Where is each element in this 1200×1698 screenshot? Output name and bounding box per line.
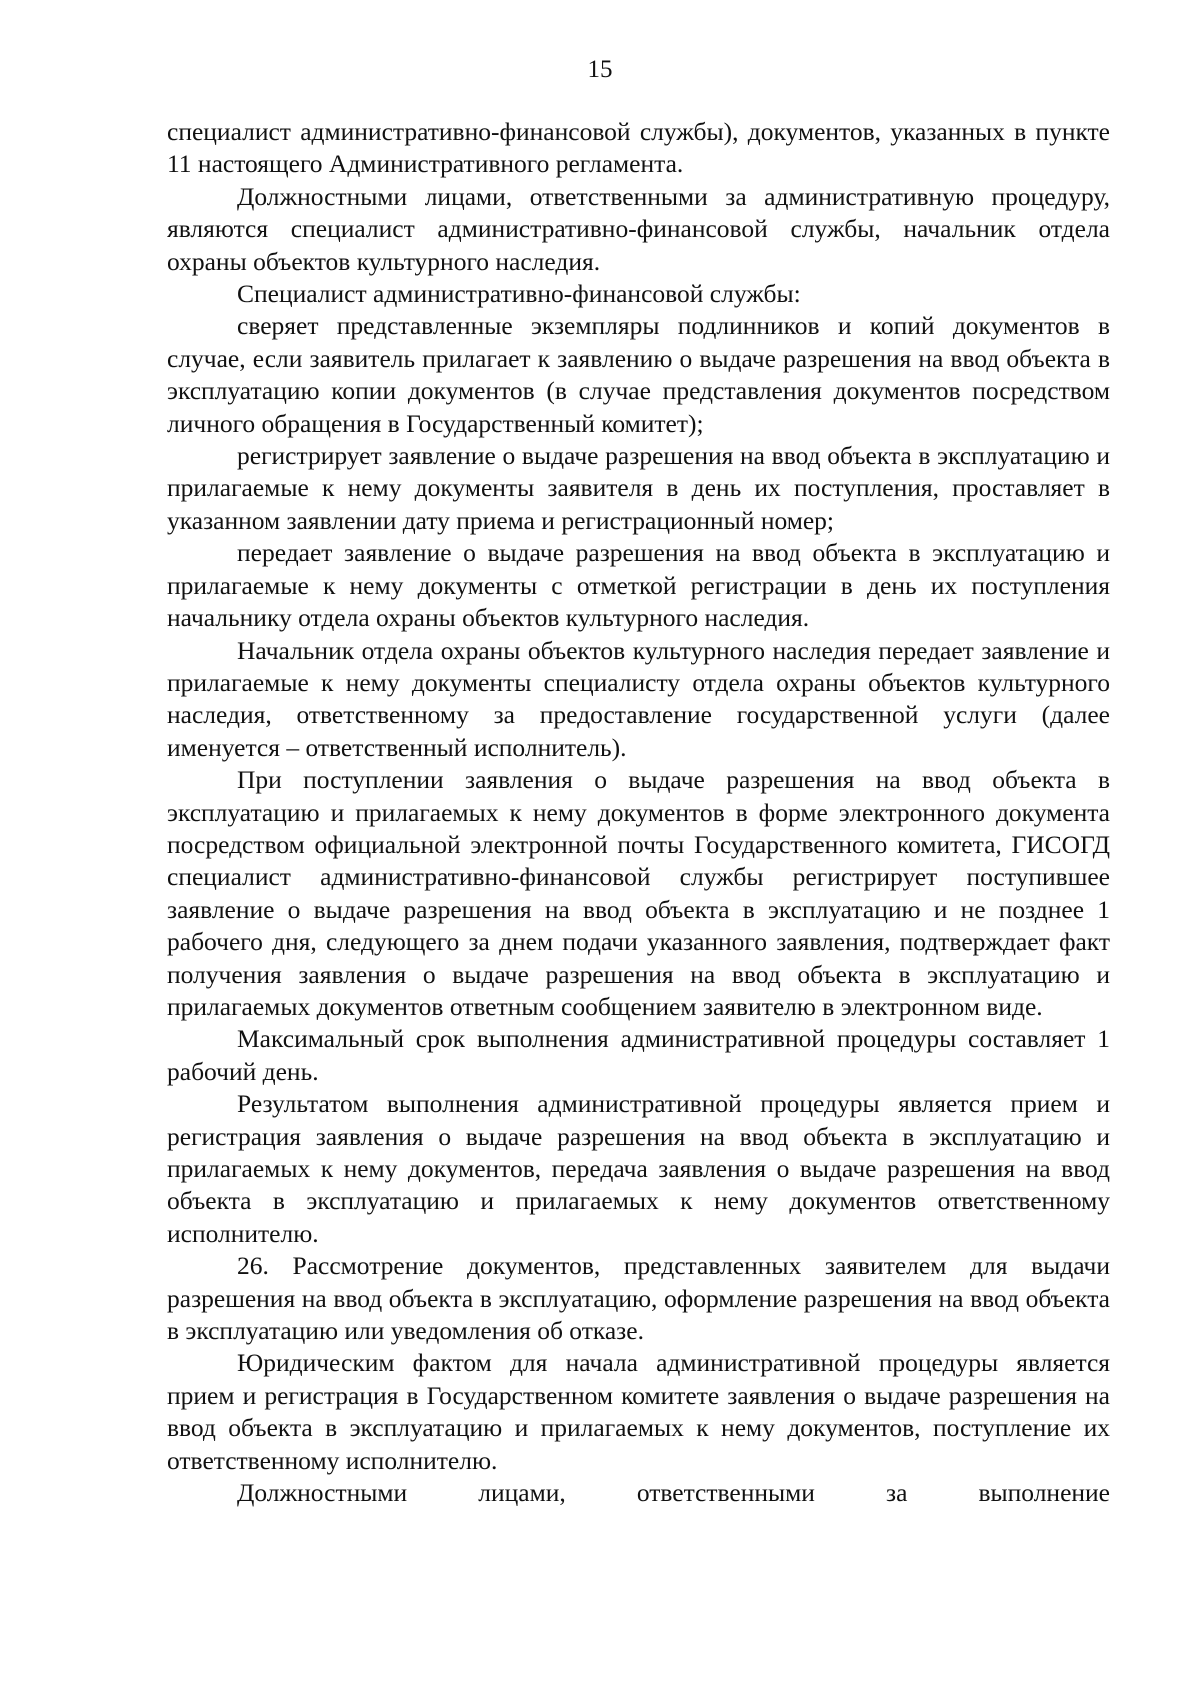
page-number: 15 xyxy=(587,56,613,83)
paragraph-legal-fact: Юридическим фактом для начала административной процедуры является прием и регистрация в Государственном комитете заявления о выдаче разрешения на ввод объекта в эксплуатацию и прилагаемых к нему документов, поступление их ответственному исполнителю. xyxy=(167,1348,1110,1475)
paragraph-responsible-officials: Должностными лицами, ответственными за административную процедуру, являются специалист административно-финансовой службы, начальник отдела охраны объектов культурного наследия. xyxy=(167,181,1110,276)
paragraph-specialist-heading: Специалист административно-финансовой службы: xyxy=(237,279,801,309)
paragraph-continuation: специалист административно-финансовой службы), документов, указанных в пункте 11 настоящего Административного регламента. xyxy=(167,117,1110,179)
paragraph-department-head: Начальник отдела охраны объектов культурного наследия передает заявление и прилагаемые к нему документы специалисту отдела охраны объектов культурного наследия, ответственному за предоставление государственной услуги (далее именуется – ответственный исполнитель). xyxy=(167,635,1110,762)
paragraph-registers-application: регистрирует заявление о выдаче разрешения на ввод объекта в эксплуатацию и прилагаемые к нему документы заявителя в день их поступления, проставляет в указанном заявлении дату приема и регистрационный номер; xyxy=(167,441,1110,535)
paragraph-maximum-term: Максимальный срок выполнения административной процедуры составляет 1 рабочий день. xyxy=(167,1024,1110,1086)
paragraph-responsible-officials-continued: Должностными лицами, ответственными за выполнение xyxy=(237,1478,1110,1508)
paragraph-transfers-application: передает заявление о выдаче разрешения на ввод объекта в эксплуатацию и прилагаемые к нему документы с отметкой регистрации в день их поступления начальнику отдела охраны объектов культурного наследия. xyxy=(167,538,1110,633)
paragraph-procedure-result: Результатом выполнения административной процедуры является прием и регистрация заявления о выдаче разрешения на ввод объекта в эксплуатацию и прилагаемых к нему документов, передача заявления о выдаче разрешения на ввод объекта в эксплуатацию и прилагаемых к нему документов ответственному исполнителю. xyxy=(167,1089,1110,1248)
paragraph-electronic-submission: При поступлении заявления о выдаче разрешения на ввод объекта в эксплуатацию и прилагаемых к нему документов в форме электронного документа посредством официальной электронной почты Государственного комитета, ГИСОГД специалист административно-финансовой службы регистрирует поступившее заявление о выдаче разрешения на ввод объекта в эксплуатацию и не позднее 1 рабочего дня, следующего за днем подачи указанного заявления, подтверждает факт получения заявления о выдаче разрешения на ввод объекта в эксплуатацию и прилагаемых документов ответным сообщением заявителю в электронном виде. xyxy=(167,765,1110,1021)
paragraph-section-26: 26. Рассмотрение документов, представленных заявителем для выдачи разрешения на ввод объекта в эксплуатацию, оформление разрешения на ввод объекта в эксплуатацию или уведомления об отказе. xyxy=(167,1251,1110,1346)
paragraph-verifies-copies: сверяет представленные экземпляры подлинников и копий документов в случае, если заявитель прилагает к заявлению о выдаче разрешения на ввод объекта в эксплуатацию копии документов (в случае представления документов посредством личного обращения в Государственный комитет); xyxy=(167,311,1110,438)
document-body xyxy=(167,116,1110,1509)
